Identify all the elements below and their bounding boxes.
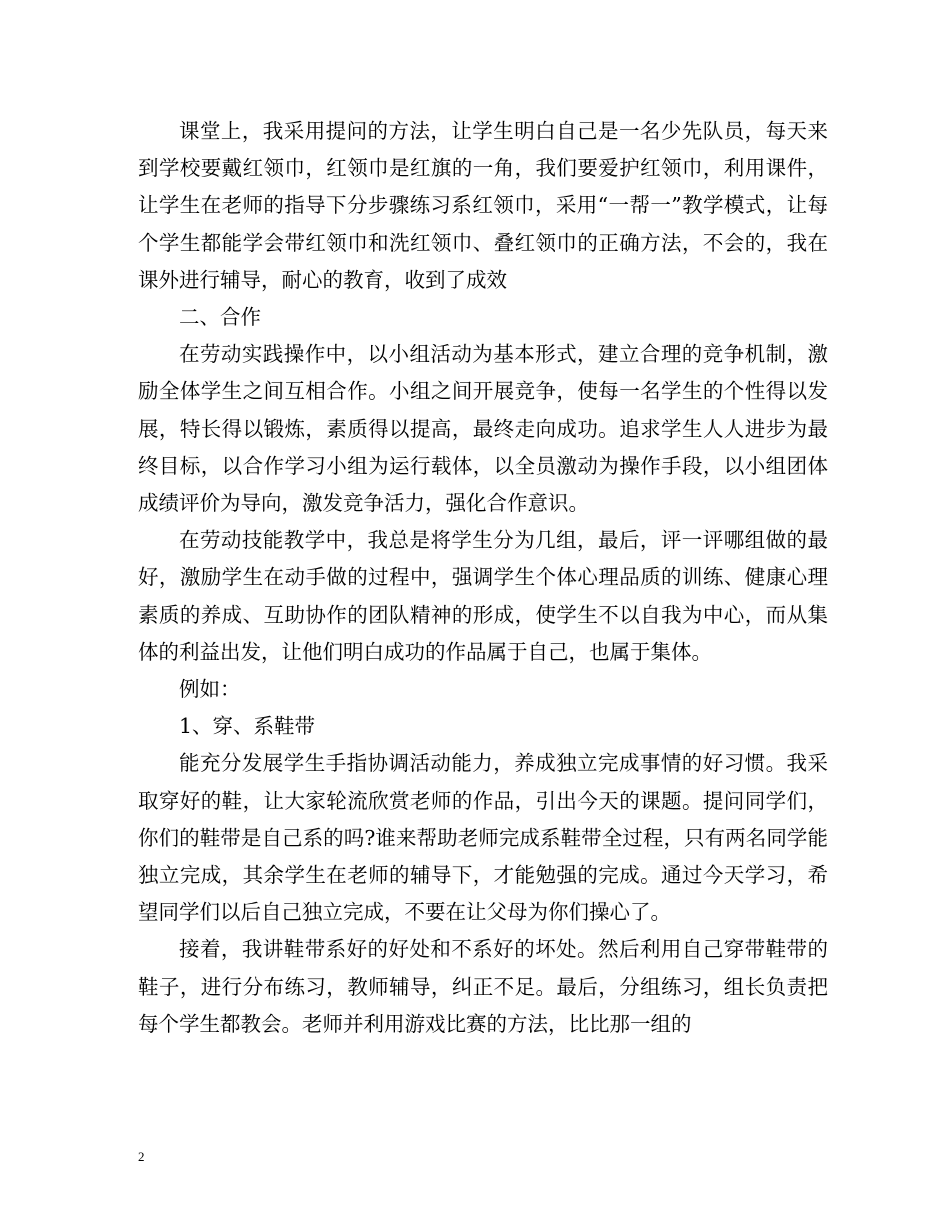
paragraph-group-teaching: 在劳动技能教学中，我总是将学生分为几组，最后，评一评哪组做的最好，激励学生在动手做的过程中，强调学生个体心理品质的训练、健康心理素质的养成、互助协作的团队精神的形成，使学生不以自我为中心，而从集体的利益出发，让他们明白成功的作品属于自己，也属于集体。 [138, 528, 828, 664]
paragraph-shoelace-practice: 接着，我讲鞋带系好的好处和不系好的坏处。然后利用自己穿带鞋带的鞋子，进行分布练习，教师辅导，纠正不足。最后，分组练习，组长负责把每个学生都教会。老师并利用游戏比赛的方法，比比那一组的 [138, 937, 828, 1036]
page-number: 2 [138, 1149, 145, 1164]
example-heading-shoelaces: 1、穿、系鞋带 [179, 714, 316, 739]
example-label: 例如： [179, 677, 241, 702]
paragraph-group-competition: 在劳动实践操作中，以小组活动为基本形式，建立合理的竞争机制，激励全体学生之间互相合作。小组之间开展竞争，使每一名学生的个性得以发展，特长得以锻炼，素质得以提高，最终走向成功。追求学生人人进步为最终目标，以合作学习小组为运行载体，以全员激动为操作手段，以小组团体成绩评价为导向，激发竞争活力，强化合作意识。 [138, 342, 828, 516]
paragraph-red-scarf: 课堂上，我采用提问的方法，让学生明白自己是一名少先队员，每天来到学校要戴红领巾，红领巾是红旗的一角，我们要爱护红领巾，利用课件，让学生在老师的指导下分步骤练习系红领巾，采用“一帮一”教学模式，让每个学生都能学会带红领巾和洗红领巾、叠红领巾的正确方法，不会的，我在课外进行辅导，耐心的教育，收到了成效 [138, 119, 828, 292]
section-heading-cooperation: 二、合作 [179, 305, 261, 330]
document-body [138, 113, 828, 1043]
paragraph-shoelace-lesson: 能充分发展学生手指协调活动能力，养成独立完成事情的好习惯。我采取穿好的鞋，让大家轮流欣赏老师的作品，引出今天的课题。提问同学们，你们的鞋带是自己系的吗?谁来帮助老师完成系鞋带全过程，只有两名同学能独立完成，其余学生在老师的辅导下，才能勉强的完成。通过今天学习，希望同学们以后自己独立完成，不要在让父母为你们操心了。 [138, 751, 828, 925]
